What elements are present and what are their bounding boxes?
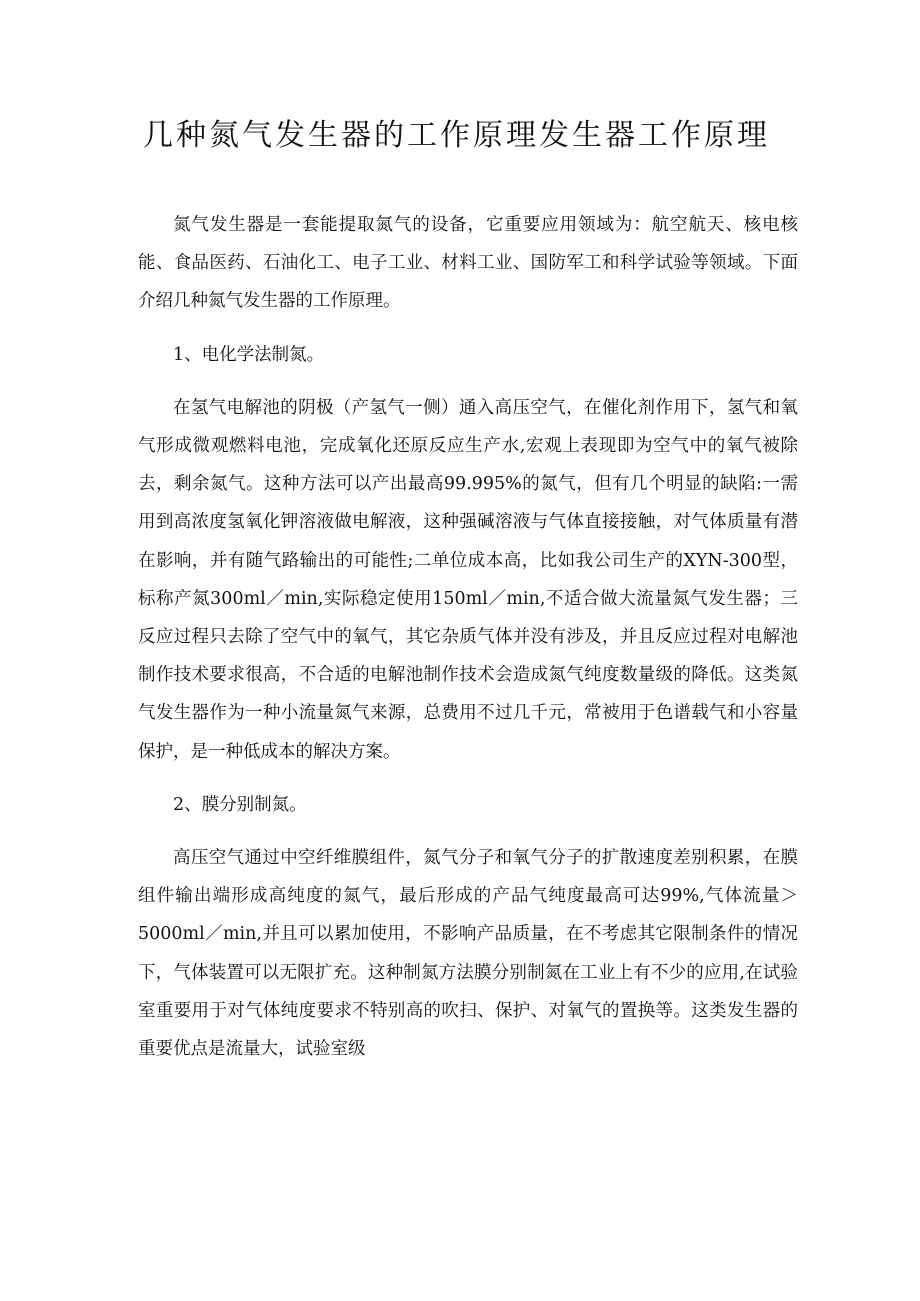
intro-paragraph: 氮气发生器是一套能提取氮气的设备，它重要应用领域为：航空航天、核电核能、食品医药、石油化工、电子工业、材料工业、国防军工和科学试验等领域。下面介绍几种氮气发生器的工作原理。 xyxy=(138,215,798,312)
membrane-paragraph: 高压空气通过中空纤维膜组件，氮气分子和氧气分子的扩散速度差别积累，在膜组件输出端形成高纯度的氮气，最后形成的产品气纯度最高可达99%,气体流量＞5000ml／min,并且可以累加使用，不影响产品质量，在不考虑其它限制条件的情况下，气体装置可以无限扩充。这种制氮方法膜分别制氮在工业上有不少的应用,在试验室重要用于对气体纯度要求不特别高的吹扫、保护、对氧气的置换等。这类发生器的重要优点是流量大，试验室级 xyxy=(138,848,798,1060)
section-heading-electrochemical: 1、电化学法制氮。 xyxy=(173,344,325,365)
electrochemical-paragraph: 在氢气电解池的阴极（产氢气一侧）通入高压空气，在催化剂作用下，氢气和氧气形成微观燃料电池，完成氧化还原反应生产水,宏观上表现即为空气中的氧气被除去，剩余氮气。这种方法可以产出最高99.995%的氮气，但有几个明显的缺陷:一需用到高浓度氢氧化钾溶液做电解液，这种强碱溶液与气体直接接触，对气体质量有潜在影响，并有随气路输出的可能性;二单位成本高，比如我公司生产的XYN-300型，标称产氮300ml／min,实际稳定使用150ml／min,不适合做大流量氮气发生器；三反应过程只去除了空气中的氧气，其它杂质气体并没有涉及，并且反应过程对电解池制作技术要求很高，不合适的电解池制作技术会造成氮气纯度数量级的降低。这类氮气发生器作为一种小流量氮气来源，总费用不过几千元，常被用于色谱载气和小容量保护，是一种低成本的解决方案。 xyxy=(138,397,798,762)
section-heading-membrane: 2、膜分别制氮。 xyxy=(173,794,307,815)
document-body xyxy=(138,206,798,1083)
document-title: 几种氮气发生器的工作原理发生器工作原理 xyxy=(143,118,770,153)
